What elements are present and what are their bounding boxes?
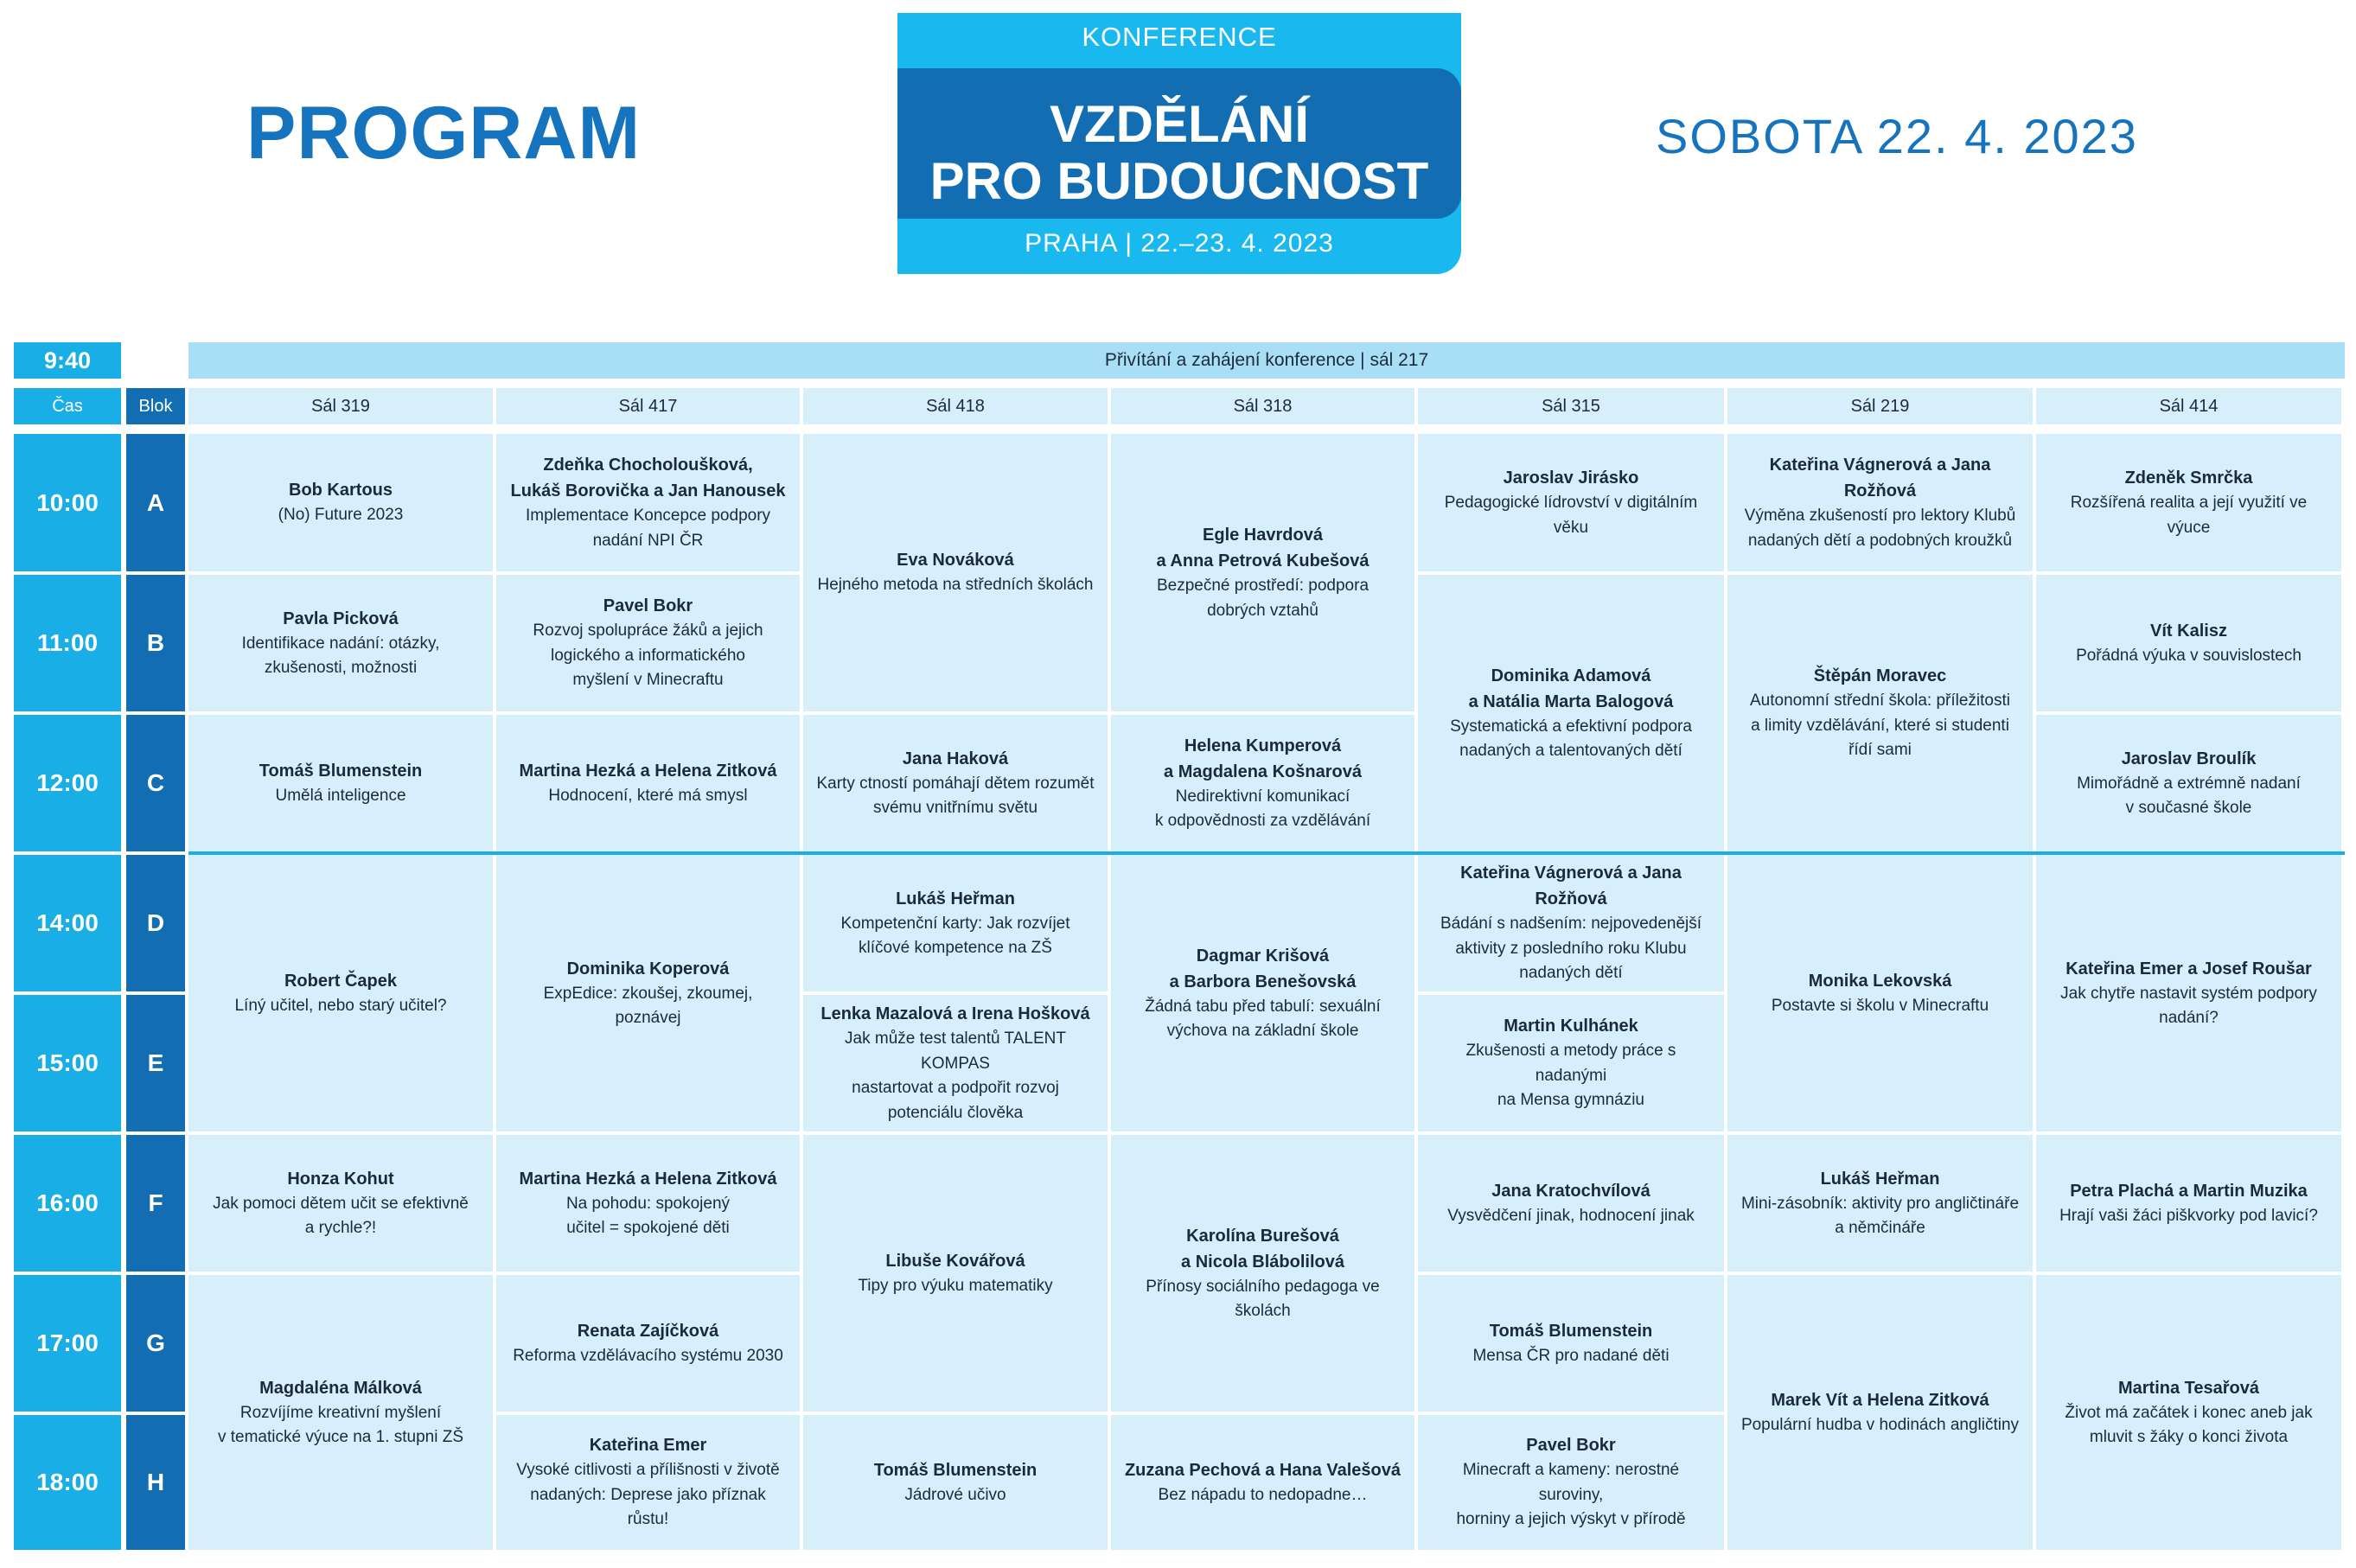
session-speaker: Bob Kartous	[289, 481, 393, 500]
block-cell: D	[126, 855, 185, 991]
session-cell	[496, 1415, 800, 1550]
session-speaker: Dominika Adamová a Natália Marta Balogová	[1468, 666, 1674, 711]
session-title: Pedagogické lídrovství v digitálním věku	[1444, 494, 1698, 537]
conference-logo	[897, 13, 1461, 274]
page-title: PROGRAM	[246, 92, 642, 175]
session-title: Bádání s nadšením: nejpovedenější aktivity z posledního roku Klubu nadaných dětí	[1440, 915, 1702, 983]
block-cell: B	[126, 575, 185, 711]
session-cell	[1727, 1275, 2033, 1550]
time-cell: 14:00	[14, 855, 121, 991]
session-cell	[1111, 1415, 1414, 1550]
session-speaker: Pavel Bokr	[603, 596, 693, 616]
session-speaker: Magdaléna Málková	[259, 1378, 422, 1398]
session-title: Minecraft a kameny: nerostné suroviny, horniny a jejich výskyt v přírodě	[1456, 1461, 1686, 1529]
session-cell	[1727, 855, 2033, 1131]
session-speaker: Kateřina Vágnerová a Jana Rožňová	[1769, 456, 1991, 500]
session-speaker: Zdeňka Chocholoušková, Lukáš Borovička a Jan Hanousek	[510, 456, 786, 500]
session-speaker: Helena Kumperová a Magdalena Košnarová	[1164, 736, 1362, 781]
session-cell	[188, 575, 493, 711]
session-speaker: Dominika Koperová	[566, 959, 730, 978]
session-title: Rozšířená realita a její využití ve výuce	[2070, 494, 2308, 537]
session-cell	[1111, 855, 1414, 1131]
session-title: Mini-zásobník: aktivity pro angličtináře a němčináře	[1740, 1194, 2020, 1237]
session-cell	[2036, 575, 2341, 711]
time-cell: 15:00	[14, 995, 121, 1131]
session-speaker: Marek Vít a Helena Zitková	[1771, 1390, 1989, 1410]
session-cell	[1418, 1275, 1724, 1412]
session-title: Umělá inteligence	[275, 786, 406, 805]
welcome-banner: Přivítání a zahájení konference | sál 217	[188, 342, 2345, 379]
session-title: Líný učitel, nebo starý učitel?	[234, 996, 447, 1015]
session-cell	[1418, 855, 1724, 991]
session-speaker: Karolína Burešová a Nicola Blábolilová	[1181, 1226, 1344, 1272]
session-cell	[2036, 855, 2341, 1131]
time-cell: 17:00	[14, 1275, 121, 1412]
session-speaker: Honza Kohut	[287, 1169, 394, 1189]
time-cell: 11:00	[14, 575, 121, 711]
session-title: Jádrové učivo	[904, 1485, 1006, 1504]
block-cell: G	[126, 1275, 185, 1412]
session-speaker: Lukáš Heřman	[1820, 1169, 1940, 1189]
session-title: Výměna zkušeností pro lektory Klubů nadaných dětí a podobných kroužků	[1744, 507, 2016, 550]
time-cell: 10:00	[14, 434, 121, 571]
session-speaker: Zuzana Pechová a Hana Valešová	[1124, 1460, 1401, 1480]
session-title: Reforma vzdělávacího systému 2030	[513, 1346, 783, 1365]
logo-top-text: KONFERENCE	[1082, 22, 1277, 52]
room-header: Sál 219	[1727, 388, 2033, 424]
session-title: Kompetenční karty: Jak rozvíjet klíčové kompetence na ZŠ	[840, 914, 1070, 957]
session-title: Rozvoj spolupráce žáků a jejich logického a informatického myšlení v Minecraftu	[533, 621, 763, 690]
session-speaker: Eva Nováková	[897, 551, 1014, 570]
session-speaker: Tomáš Blumenstein	[873, 1460, 1038, 1480]
session-cell	[1418, 434, 1724, 571]
session-cell	[496, 715, 800, 851]
session-cell	[496, 1275, 800, 1412]
session-cell	[803, 995, 1108, 1131]
session-speaker: Tomáš Blumenstein	[1489, 1321, 1653, 1341]
session-title: Zkušenosti a metody práce s nadanými na Mensa gymnáziu	[1465, 1042, 1676, 1110]
session-title: Hrají vaši žáci piškvorky pod lavicí?	[2059, 1206, 2318, 1225]
session-title: Mensa ČR pro nadané děti	[1472, 1346, 1670, 1365]
session-speaker: Jaroslav Broulík	[2121, 749, 2257, 768]
logo-bottom-text: PRAHA | 22.–23. 4. 2023	[1025, 229, 1334, 258]
session-speaker: Martina Hezká a Helena Zitková	[519, 1169, 777, 1189]
room-header: Sál 315	[1418, 388, 1724, 424]
session-cell	[496, 575, 800, 711]
session-speaker: Kateřina Vágnerová a Jana Rožňová	[1460, 864, 1682, 909]
session-title: Vysoké citlivosti a přílišnosti v životě nadaných: Deprese jako příznak růstu!	[516, 1461, 780, 1529]
session-cell	[1418, 1415, 1724, 1550]
block-cell: H	[126, 1415, 185, 1550]
session-title: Jak pomoci dětem učit se efektivně a rychle?!	[213, 1194, 469, 1237]
session-speaker: Zdeněk Smrčka	[2124, 468, 2253, 488]
session-title: Implementace Koncepce podpory nadání NPI ČR	[525, 507, 771, 550]
session-speaker: Renata Zajíčková	[577, 1321, 719, 1341]
session-speaker: Jana Kratochvílová	[1491, 1181, 1650, 1201]
room-header: Sál 418	[803, 388, 1108, 424]
session-title: Pořádná výuka v souvislostech	[2076, 646, 2302, 665]
session-speaker: Tomáš Blumenstein	[259, 761, 423, 781]
session-speaker: Martina Hezká a Helena Zitková	[519, 761, 777, 781]
session-speaker: Štěpán Moravec	[1813, 666, 1947, 686]
session-title: Mimořádně a extrémně nadaní v současné škole	[2077, 774, 2301, 817]
session-cell	[2036, 434, 2341, 571]
session-speaker: Monika Lekovská	[1808, 971, 1952, 991]
session-title: (No) Future 2023	[278, 506, 404, 525]
session-cell	[1727, 1135, 2033, 1272]
block-cell: E	[126, 995, 185, 1131]
session-speaker: Petra Plachá a Martin Muzika	[2070, 1181, 2308, 1201]
session-speaker: Kateřina Emer	[589, 1436, 707, 1456]
date-heading: SOBOTA 22. 4. 2023	[1656, 109, 2138, 163]
session-cell	[188, 855, 493, 1131]
time-cell: 18:00	[14, 1415, 121, 1550]
session-speaker: Pavla Picková	[283, 609, 399, 628]
welcome-time: 9:40	[14, 342, 121, 379]
block-cell: A	[126, 434, 185, 571]
session-title: Karty ctností pomáhají dětem rozumět svému vnitřnímu světu	[816, 774, 1095, 817]
session-cell	[1111, 1135, 1414, 1412]
session-cell	[803, 715, 1108, 851]
session-title: Rozvíjíme kreativní myšlení v tematické výuce na 1. stupni ZŠ	[217, 1403, 464, 1446]
session-cell	[803, 434, 1108, 711]
session-cell	[2036, 715, 2341, 851]
session-title: Bez nápadu to nedopadne…	[1158, 1485, 1368, 1504]
session-speaker: Egle Havrdová a Anna Petrová Kubešová	[1156, 526, 1370, 570]
session-cell	[188, 434, 493, 571]
room-header: Sál 319	[188, 388, 493, 424]
session-cell	[1727, 434, 2033, 571]
room-header: Sál 318	[1111, 388, 1414, 424]
session-cell	[1111, 715, 1414, 851]
session-speaker: Dagmar Krišová a Barbora Benešovská	[1169, 946, 1357, 991]
session-title: Život má začátek i konec aneb jak mluvit s žáky o konci života	[2065, 1403, 2313, 1446]
session-title: Hodnocení, které má smysl	[548, 786, 748, 805]
session-cell	[1727, 575, 2033, 851]
session-title: Systematická a efektivní podpora nadaných a talentovaných dětí	[1450, 717, 1692, 760]
session-speaker: Kateřina Emer a Josef Roušar	[2065, 959, 2312, 978]
session-cell	[1111, 434, 1414, 711]
session-cell	[1418, 1135, 1724, 1272]
session-title: Populární hudba v hodinách angličtiny	[1740, 1415, 2020, 1434]
session-cell	[2036, 1275, 2341, 1550]
session-speaker: Robert Čapek	[284, 971, 398, 991]
session-speaker: Jana Haková	[902, 749, 1009, 768]
session-speaker: Libuše Kovářová	[885, 1251, 1025, 1271]
session-title: Vysvědčení jinak, hodnocení jinak	[1447, 1206, 1695, 1225]
session-cell	[496, 434, 800, 571]
session-cell	[1418, 575, 1724, 851]
session-title: ExpEdice: zkoušej, zkoumej, poznávej	[543, 984, 753, 1027]
session-title: Nedirektivní komunikací k odpovědnosti za vzdělávání	[1154, 787, 1371, 830]
session-title: Identifikace nadání: otázky, zkušenosti, možnosti	[241, 634, 440, 677]
session-title: Tipy pro výuku matematiky	[858, 1276, 1053, 1295]
logo-line-2: PRO BUDOUCNOST	[929, 152, 1429, 210]
session-title: Autonomní střední škola: příležitosti a limity vzdělávání, které si studenti řídí sami	[1750, 692, 2010, 760]
session-cell	[1418, 995, 1724, 1131]
session-title: Jak může test talentů TALENT KOMPAS nastartovat a podpořit rozvoj potenciálu člověka	[845, 1029, 1066, 1122]
block-cell: F	[126, 1135, 185, 1272]
session-speaker: Vít Kalisz	[2150, 621, 2227, 641]
session-cell	[803, 1135, 1108, 1412]
session-title: Jak chytře nastavit systém podpory nadání?	[2060, 984, 2317, 1027]
session-speaker: Lukáš Heřman	[896, 889, 1015, 908]
session-title: Hejného metoda na středních školách	[817, 576, 1094, 595]
session-title: Žádná tabu před tabulí: sexuální výchova na základní škole	[1145, 997, 1381, 1040]
logo-line-1: VZDĚLÁNÍ	[1050, 95, 1309, 153]
session-cell	[496, 855, 800, 1131]
session-cell	[188, 1275, 493, 1550]
session-cell	[2036, 1135, 2341, 1272]
session-cell	[496, 1135, 800, 1272]
session-title: Na pohodu: spokojený učitel = spokojené děti	[565, 1194, 731, 1237]
session-title: Postavte si školu v Minecraftu	[1771, 996, 1989, 1015]
block-cell: C	[126, 715, 185, 851]
column-header-block: Blok	[126, 388, 185, 424]
session-cell	[188, 1135, 493, 1272]
session-cell	[803, 855, 1108, 991]
session-speaker: Pavel Bokr	[1526, 1436, 1616, 1456]
room-header: Sál 417	[496, 388, 800, 424]
session-cell	[188, 715, 493, 851]
session-speaker: Jaroslav Jirásko	[1503, 468, 1639, 488]
room-header: Sál 414	[2036, 388, 2341, 424]
time-cell: 16:00	[14, 1135, 121, 1272]
column-header-time: Čas	[14, 388, 121, 424]
session-title: Bezpečné prostředí: podpora dobrých vztahů	[1156, 577, 1370, 620]
session-cell	[803, 1415, 1108, 1550]
time-cell: 12:00	[14, 715, 121, 851]
logo-band	[897, 68, 1461, 219]
session-speaker: Martina Tesařová	[2117, 1378, 2260, 1398]
session-speaker: Lenka Mazalová a Irena Hošková	[820, 1004, 1090, 1023]
session-title: Přínosy sociálního pedagoga ve školách	[1146, 1277, 1380, 1320]
session-speaker: Martin Kulhánek	[1504, 1017, 1638, 1036]
